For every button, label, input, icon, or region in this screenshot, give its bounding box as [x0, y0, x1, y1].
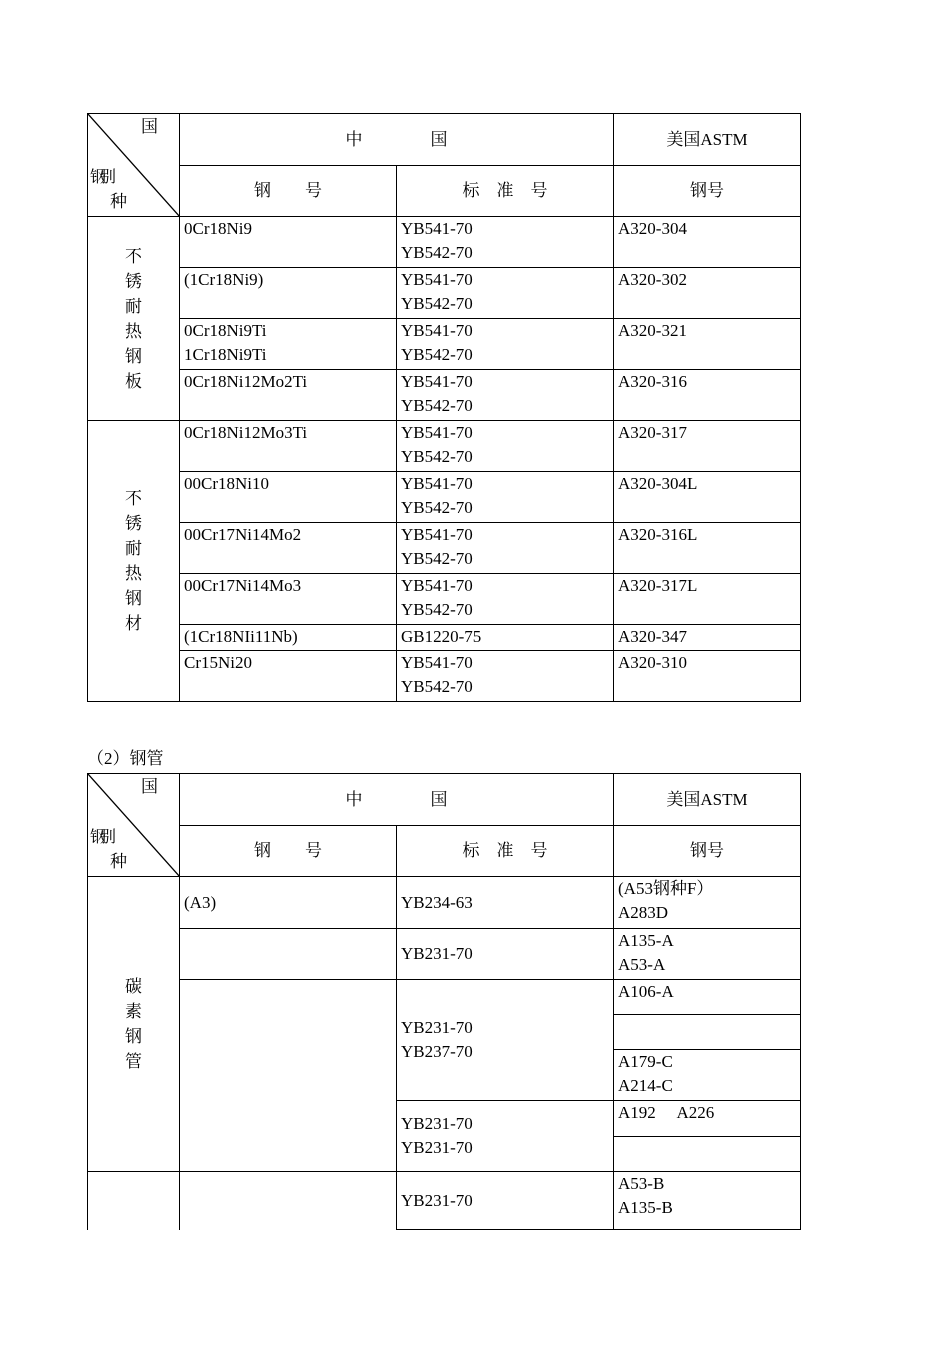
header-china: 中 国	[180, 114, 614, 166]
table-row	[88, 877, 801, 929]
header-standard-number: 标 准 号	[397, 826, 614, 877]
astm-cell: (A53钢种F） A283D	[614, 877, 801, 929]
grade-cell: 0Cr18Ni12Mo3Ti	[180, 421, 397, 472]
astm-cell: A53-B A135-B	[614, 1172, 801, 1230]
category-stainless-plate: 不 锈 耐 热 钢 板	[88, 217, 180, 421]
section-caption-steel-pipe: （2）钢管	[87, 749, 164, 768]
astm-cell: A320-316L	[614, 523, 801, 574]
standard-cell: YB541-70 YB542-70	[397, 370, 614, 421]
standard-cell: YB541-70 YB542-70	[397, 523, 614, 574]
grade-cell: 00Cr17Ni14Mo2	[180, 523, 397, 574]
astm-cell: A320-310	[614, 651, 801, 702]
header-corner-cell	[88, 774, 180, 877]
grade-cell: 0Cr18Ni9	[180, 217, 397, 268]
grade-cell: Cr15Ni20	[180, 651, 397, 702]
astm-cell: A320-317	[614, 421, 801, 472]
grade-cell-empty	[180, 1172, 397, 1230]
standard-cell: YB541-70 YB542-70	[397, 421, 614, 472]
table-row	[88, 268, 801, 319]
corner-grade-label: 钢别	[90, 169, 111, 186]
grade-cell: 00Cr17Ni14Mo3	[180, 574, 397, 625]
table-row	[88, 472, 801, 523]
astm-cell: A320-316	[614, 370, 801, 421]
table-row	[88, 421, 801, 472]
standard-cell: YB234-63	[397, 877, 614, 929]
astm-cell: A135-A A53-A	[614, 929, 801, 980]
table-row	[88, 370, 801, 421]
category-carbon-steel-pipe: 碳 素 钢 管	[88, 877, 180, 1172]
header-usa-astm: 美国ASTM	[614, 114, 801, 166]
table-row	[88, 651, 801, 702]
steel-pipe-table	[87, 773, 801, 1230]
table-row	[88, 574, 801, 625]
astm-cell: A106-A	[614, 980, 801, 1015]
standard-cell: YB231-70	[397, 929, 614, 980]
corner-kind-label: 种	[110, 192, 127, 211]
astm-cell: A179-C A214-C	[614, 1050, 801, 1101]
table-row	[88, 929, 801, 980]
grade-cell: (1Cr18NIi11Nb)	[180, 625, 397, 651]
standard-cell: YB541-70 YB542-70	[397, 217, 614, 268]
standard-cell: YB541-70 YB542-70	[397, 651, 614, 702]
astm-cell: A320-347	[614, 625, 801, 651]
table-row	[88, 217, 801, 268]
standard-cell: YB541-70 YB542-70	[397, 472, 614, 523]
astm-cell-empty	[614, 1137, 801, 1172]
corner-country-label: 国	[141, 777, 158, 796]
table-row	[88, 1172, 801, 1230]
standard-cell: YB231-70 YB237-70	[397, 980, 614, 1101]
header-usa-astm: 美国ASTM	[614, 774, 801, 826]
standard-cell: YB541-70 YB542-70	[397, 319, 614, 370]
grade-cell-empty	[180, 980, 397, 1172]
astm-cell: A320-302	[614, 268, 801, 319]
grade-cell: 00Cr18Ni10	[180, 472, 397, 523]
table-row	[88, 319, 801, 370]
table-row	[88, 523, 801, 574]
standard-cell: YB231-70 YB231-70	[397, 1101, 614, 1172]
category-cell-empty	[88, 1172, 180, 1230]
category-stainless-material: 不 锈 耐 热 钢 材	[88, 421, 180, 702]
table-row	[88, 625, 801, 651]
table-row	[88, 980, 801, 1015]
grade-cell: 0Cr18Ni12Mo2Ti	[180, 370, 397, 421]
grade-cell: (A3)	[180, 877, 397, 929]
header-corner-cell	[88, 114, 180, 217]
standard-cell: YB541-70 YB542-70	[397, 268, 614, 319]
corner-grade-label: 钢别	[90, 829, 111, 846]
grade-cell: 0Cr18Ni9Ti 1Cr18Ni9Ti	[180, 319, 397, 370]
header-usa-steel-number: 钢号	[614, 166, 801, 217]
astm-cell-empty	[614, 1015, 801, 1050]
astm-cell: A320-317L	[614, 574, 801, 625]
astm-cell: A192 A226	[614, 1101, 801, 1137]
grade-cell-empty	[180, 929, 397, 980]
astm-cell: A320-321	[614, 319, 801, 370]
header-steel-number: 钢 号	[180, 826, 397, 877]
standard-cell: YB541-70 YB542-70	[397, 574, 614, 625]
stainless-steel-plate-table	[87, 113, 801, 702]
header-standard-number: 标 准 号	[397, 166, 614, 217]
header-usa-steel-number: 钢号	[614, 826, 801, 877]
header-steel-number: 钢 号	[180, 166, 397, 217]
corner-kind-label: 种	[110, 852, 127, 871]
astm-cell: A320-304L	[614, 472, 801, 523]
standard-cell: GB1220-75	[397, 625, 614, 651]
corner-country-label: 国	[141, 117, 158, 136]
grade-cell: (1Cr18Ni9)	[180, 268, 397, 319]
header-china: 中 国	[180, 774, 614, 826]
astm-cell: A320-304	[614, 217, 801, 268]
standard-cell: YB231-70	[397, 1172, 614, 1230]
